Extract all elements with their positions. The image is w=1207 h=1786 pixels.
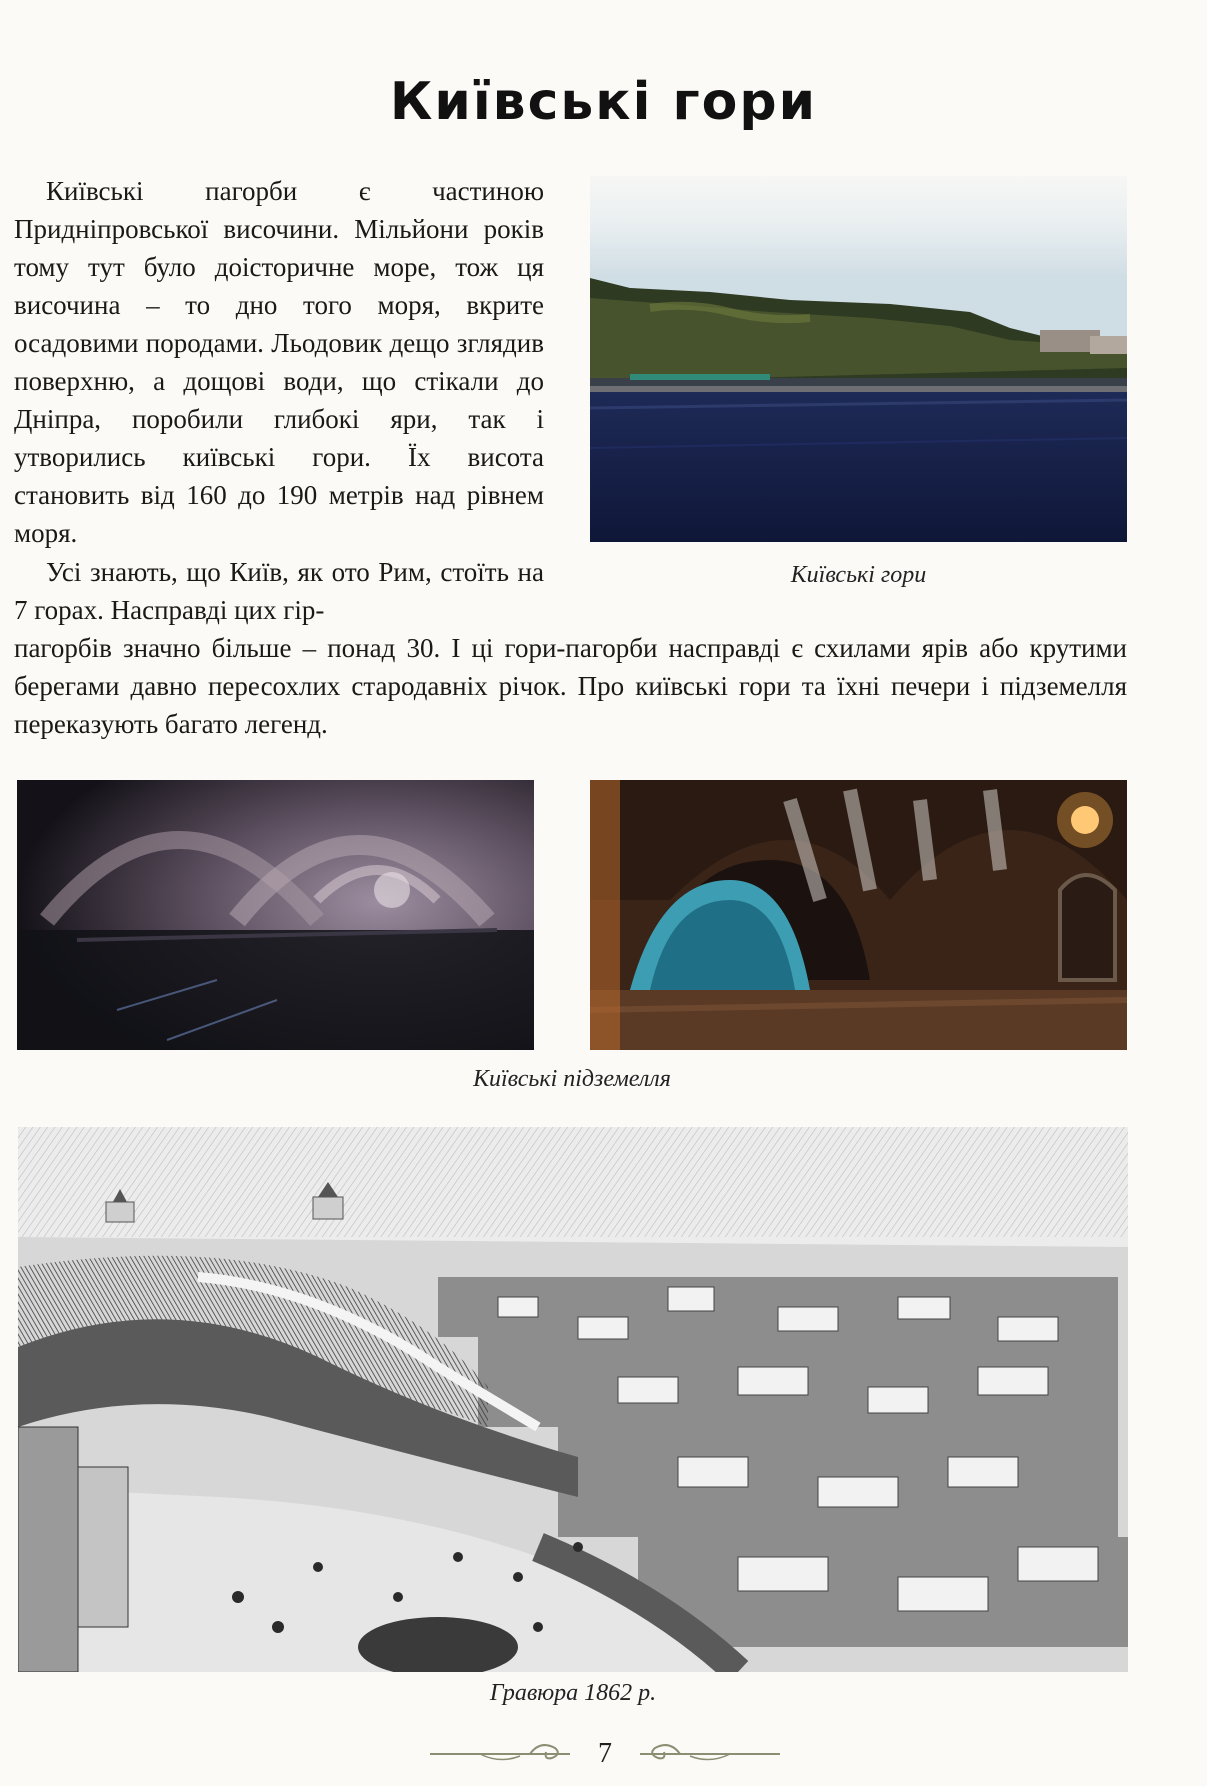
paragraph-2-start: Усі знають, що Київ, як ото Рим, стоїть на 7 горах. Насправді цих гір-: [14, 557, 544, 625]
engraving-caption: Гравюра 1862 р.: [489, 1680, 657, 1706]
page-footer: [420, 1734, 790, 1774]
underground-tunnel-photo: [17, 780, 534, 1050]
page-number: 7: [598, 1738, 612, 1769]
hills-caption: Київські гори: [790, 562, 927, 588]
paragraph-2-rest: пагорбів значно більше – понад 30. І ці гори-пагорби насправді є схилами ярів або крутими берегами давно пересохлих стародавніх річок. Про київські гори та їхні печери і підземелля переказують багато легенд.: [14, 633, 1127, 739]
kyiv-hills-photo: [590, 278, 1127, 542]
engraving-1862-image: [18, 1127, 1128, 1672]
page-title: Київські гори: [389, 72, 818, 132]
underground-caption: Київські підземелля: [473, 1066, 671, 1092]
paragraph-1: Київські пагорби є частиною Придніпровської височини. Мільйони років тому тут було доісторичне море, тож ця височина – то дно того моря, вкрите осадовими породами. Льодовик дещо зглядив поверхню, а дощові води, що стікали до Дніпра, поробили глибокі яри, так і утворились київські гори. Їх висота становить від 160 до 190 метрів над рівнем моря.: [14, 176, 544, 548]
hills-photo-sky: [590, 176, 1127, 278]
underground-cellar-photo: [590, 780, 1127, 1050]
